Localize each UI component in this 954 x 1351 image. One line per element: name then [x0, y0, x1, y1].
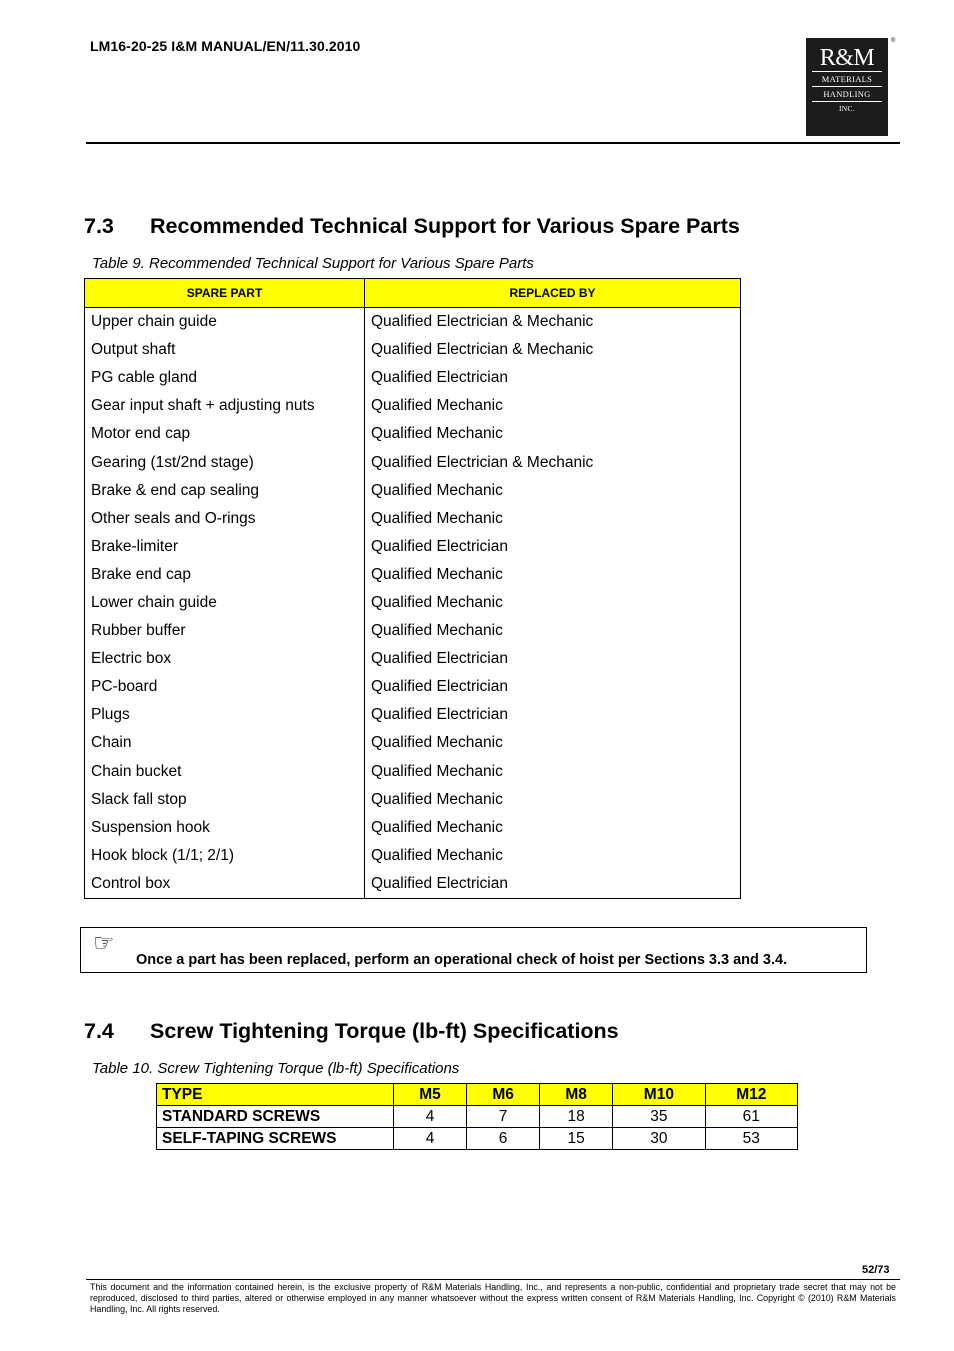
- header-m6: M6: [467, 1084, 540, 1106]
- logo-rm: R&M: [819, 45, 875, 71]
- spare-part-cell: Lower chain guide: [85, 589, 365, 617]
- replaced-by-cell: Qualified Electrician & Mechanic: [365, 308, 741, 337]
- replaced-by-cell: Qualified Electrician & Mechanic: [365, 448, 741, 476]
- spare-part-cell: Other seals and O-rings: [85, 505, 365, 533]
- table-header-row: [85, 279, 741, 308]
- torque-value-cell: 18: [540, 1106, 613, 1128]
- table-row: [85, 617, 741, 645]
- spare-part-cell: Brake & end cap sealing: [85, 477, 365, 505]
- replaced-by-cell: Qualified Mechanic: [365, 392, 741, 420]
- torque-value-cell: 61: [705, 1106, 797, 1128]
- replaced-by-cell: Qualified Mechanic: [365, 786, 741, 814]
- section-heading-7-4: [84, 1019, 619, 1044]
- torque-table: [156, 1083, 798, 1150]
- header-m5: M5: [394, 1084, 467, 1106]
- spare-part-cell: Chain bucket: [85, 758, 365, 786]
- spare-part-cell: Chain: [85, 729, 365, 757]
- section-number: 7.4: [84, 1019, 114, 1043]
- replaced-by-cell: Qualified Electrician & Mechanic: [365, 336, 741, 364]
- torque-value-cell: 15: [540, 1128, 613, 1150]
- table-row: [85, 336, 741, 364]
- table-row: [85, 392, 741, 420]
- spare-part-cell: Electric box: [85, 645, 365, 673]
- header-m10: M10: [613, 1084, 705, 1106]
- replaced-by-cell: Qualified Mechanic: [365, 758, 741, 786]
- spare-part-cell: Output shaft: [85, 336, 365, 364]
- logo-handling: HANDLING: [812, 86, 882, 101]
- company-logo: [806, 38, 888, 136]
- table-row: [85, 477, 741, 505]
- table-row: [85, 308, 741, 337]
- note-text: Once a part has been replaced, perform an operational check of hoist per Sections 3.3 and 3.4.: [136, 952, 788, 968]
- table-header-row: [157, 1084, 798, 1106]
- spare-part-cell: Upper chain guide: [85, 308, 365, 337]
- spare-part-cell: Suspension hook: [85, 814, 365, 842]
- logo-inc: INC.: [812, 101, 882, 116]
- spare-parts-table: [84, 278, 741, 899]
- torque-value-cell: 6: [467, 1128, 540, 1150]
- torque-value-cell: 4: [394, 1128, 467, 1150]
- table-row: [85, 673, 741, 701]
- footer-divider: [86, 1279, 900, 1280]
- replaced-by-cell: Qualified Electrician: [365, 870, 741, 899]
- replaced-by-cell: Qualified Mechanic: [365, 617, 741, 645]
- torque-value-cell: 4: [394, 1106, 467, 1128]
- table-row: [85, 420, 741, 448]
- registered-mark: ®: [891, 38, 896, 44]
- screw-type-cell: SELF-TAPING SCREWS: [157, 1128, 394, 1150]
- replaced-by-cell: Qualified Mechanic: [365, 814, 741, 842]
- replaced-by-cell: Qualified Mechanic: [365, 589, 741, 617]
- replaced-by-cell: Qualified Electrician: [365, 673, 741, 701]
- screw-type-cell: STANDARD SCREWS: [157, 1106, 394, 1128]
- replaced-by-cell: Qualified Mechanic: [365, 420, 741, 448]
- spare-part-cell: PG cable gland: [85, 364, 365, 392]
- spare-part-cell: Gear input shaft + adjusting nuts: [85, 392, 365, 420]
- pointing-hand-icon: ☞: [93, 930, 115, 957]
- torque-value-cell: 35: [613, 1106, 705, 1128]
- table-row: [85, 505, 741, 533]
- header-spare-part: SPARE PART: [85, 279, 365, 308]
- table-row: [85, 729, 741, 757]
- replaced-by-cell: Qualified Mechanic: [365, 842, 741, 870]
- spare-part-cell: Gearing (1st/2nd stage): [85, 448, 365, 476]
- spare-part-cell: Rubber buffer: [85, 617, 365, 645]
- page-number: 52/73: [862, 1264, 890, 1276]
- header-type: TYPE: [157, 1084, 394, 1106]
- spare-part-cell: Motor end cap: [85, 420, 365, 448]
- note-box: [80, 927, 867, 973]
- header-replaced-by: REPLACED BY: [365, 279, 741, 308]
- replaced-by-cell: Qualified Electrician: [365, 364, 741, 392]
- replaced-by-cell: Qualified Mechanic: [365, 729, 741, 757]
- table-9-caption: Table 9. Recommended Technical Support for Various Spare Parts: [92, 255, 534, 272]
- replaced-by-cell: Qualified Electrician: [365, 645, 741, 673]
- section-heading-7-3: [84, 214, 740, 239]
- replaced-by-cell: Qualified Electrician: [365, 701, 741, 729]
- logo-materials: MATERIALS: [812, 71, 882, 86]
- legal-notice: This document and the information contained herein, is the exclusive property of R&M Materials Handling, Inc., and represents a non-public, confidential and proprietary trade secret that may not be reproduced, disclosed to third parties, altered or otherwise employed in any manner whatsoever without the express written consent of R&M Materials Handling, Inc. Copyright © (2010) R&M Materials Handling, Inc. All rights reserved.: [90, 1282, 896, 1314]
- table-row: [85, 842, 741, 870]
- torque-value-cell: 30: [613, 1128, 705, 1150]
- replaced-by-cell: Qualified Mechanic: [365, 477, 741, 505]
- spare-part-cell: Brake end cap: [85, 561, 365, 589]
- table-row: [85, 701, 741, 729]
- replaced-by-cell: Qualified Mechanic: [365, 561, 741, 589]
- torque-value-cell: 7: [467, 1106, 540, 1128]
- section-title: Screw Tightening Torque (lb-ft) Specifications: [150, 1019, 619, 1043]
- section-number: 7.3: [84, 214, 114, 238]
- spare-part-cell: Control box: [85, 870, 365, 899]
- table-row: [85, 870, 741, 899]
- table-row: [85, 364, 741, 392]
- table-row: [85, 561, 741, 589]
- table-row: [85, 758, 741, 786]
- spare-part-cell: Slack fall stop: [85, 786, 365, 814]
- replaced-by-cell: Qualified Electrician: [365, 533, 741, 561]
- table-row: [157, 1106, 798, 1128]
- table-10-caption: Table 10. Screw Tightening Torque (lb-ft) Specifications: [92, 1060, 460, 1077]
- spare-part-cell: Brake-limiter: [85, 533, 365, 561]
- torque-value-cell: 53: [705, 1128, 797, 1150]
- table-row: [85, 786, 741, 814]
- spare-part-cell: Plugs: [85, 701, 365, 729]
- table-row: [157, 1128, 798, 1150]
- header-divider: [86, 142, 900, 144]
- spare-part-cell: PC-board: [85, 673, 365, 701]
- table-row: [85, 645, 741, 673]
- table-row: [85, 814, 741, 842]
- header-m8: M8: [540, 1084, 613, 1106]
- spare-part-cell: Hook block (1/1; 2/1): [85, 842, 365, 870]
- replaced-by-cell: Qualified Mechanic: [365, 505, 741, 533]
- table-row: [85, 448, 741, 476]
- document-code: LM16-20-25 I&M MANUAL/EN/11.30.2010: [90, 38, 361, 54]
- header-m12: M12: [705, 1084, 797, 1106]
- section-title: Recommended Technical Support for Various Spare Parts: [150, 214, 740, 238]
- table-row: [85, 589, 741, 617]
- table-row: [85, 533, 741, 561]
